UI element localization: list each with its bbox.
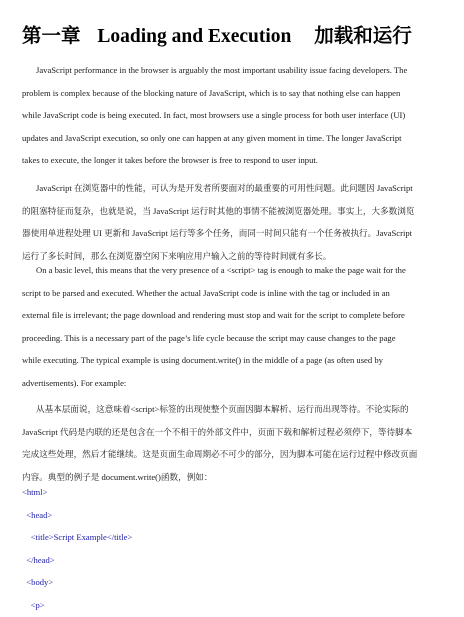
code-line: <p>	[22, 599, 45, 610]
text-line: proceeding. This is a necessary part of the page’s life cycle because the script may cause changes to the page	[22, 332, 396, 343]
text-line: takes to execute, the longer it takes before the browser is free to respond to user input.	[22, 155, 318, 166]
chapter-heading	[22, 20, 412, 48]
text-line: 完成这些处理，然后才能继续。这是页面生命周期必不可少的部分，因为脚本可能在运行过程中修改页面	[22, 449, 418, 460]
chapter-number: 第一章	[22, 26, 81, 47]
code-block	[22, 481, 132, 617]
code-line: <html>	[22, 487, 48, 497]
paragraph-cn-2	[22, 398, 448, 488]
text-line: advertisements). For example:	[22, 377, 127, 388]
text-line: updates and JavaScript execution, so only one can happen at any given moment in time. The longer JavaScript	[22, 132, 402, 143]
paragraph-en-2	[22, 259, 448, 395]
text-line: JavaScript performance in the browser is arguably the most important usability issue facing developers. The	[36, 65, 408, 75]
text-line: JavaScript 代码是内联的还是包含在一个不相干的外部文件中，页面下载和解析过程必须停下，等待脚本	[22, 426, 413, 437]
chapter-title-en: Loading and Execution	[97, 26, 292, 47]
code-line: <title>Script Example</title>	[22, 532, 133, 543]
chapter-title-cn: 加载和运行	[314, 26, 412, 47]
paragraph-en-1	[22, 59, 448, 172]
text-line: while executing. The typical example is using document.write() in the middle of a page (as often used by	[22, 355, 383, 366]
text-line: 运行了多长时间，那么在浏览器空闲下来响应用户输入之前的等待时间就有多长。	[22, 250, 332, 261]
text-line: while JavaScript code is being executed. In fact, most browsers use a single process for both user interface (UI)	[22, 110, 406, 121]
text-line: JavaScript 在浏览器中的性能，可认为是开发者所要面对的最重要的可用性问题。此问题因 JavaScript	[36, 183, 413, 193]
text-line: script to be parsed and executed. Whether the actual JavaScript code is inline with the tag or included in an	[22, 287, 390, 298]
text-line: On a basic level, this means that the very presence of a <script> tag is enough to make the page wait for the	[36, 265, 406, 275]
paragraph-cn-1	[22, 177, 448, 267]
text-line: 从基本层面说，这意味着<script>标签的出现使整个页面因脚本解析、运行而出现等待。不论实际的	[36, 404, 409, 414]
code-line: <body>	[22, 577, 54, 588]
text-line: 内容。典型的例子是 document.write()函数，例如：	[22, 471, 213, 482]
code-line: </head>	[22, 554, 55, 565]
text-line: 的阻塞特征而复杂，也就是说，当 JavaScript 运行时其他的事情不能被浏览器处理。事实上，大多数浏览	[22, 205, 415, 216]
text-line: problem is complex because of the blocking nature of JavaScript, which is to say that nothing else can happen	[22, 87, 401, 98]
text-line: 器使用单进程处理 UI 更新和 JavaScript 运行等多个任务，而同一时间只能有一个任务被执行。JavaScript	[22, 228, 413, 239]
text-line: external file is irrelevant; the page download and rendering must stop and wait for the script to complete before	[22, 310, 405, 321]
code-line: <head>	[22, 509, 53, 520]
